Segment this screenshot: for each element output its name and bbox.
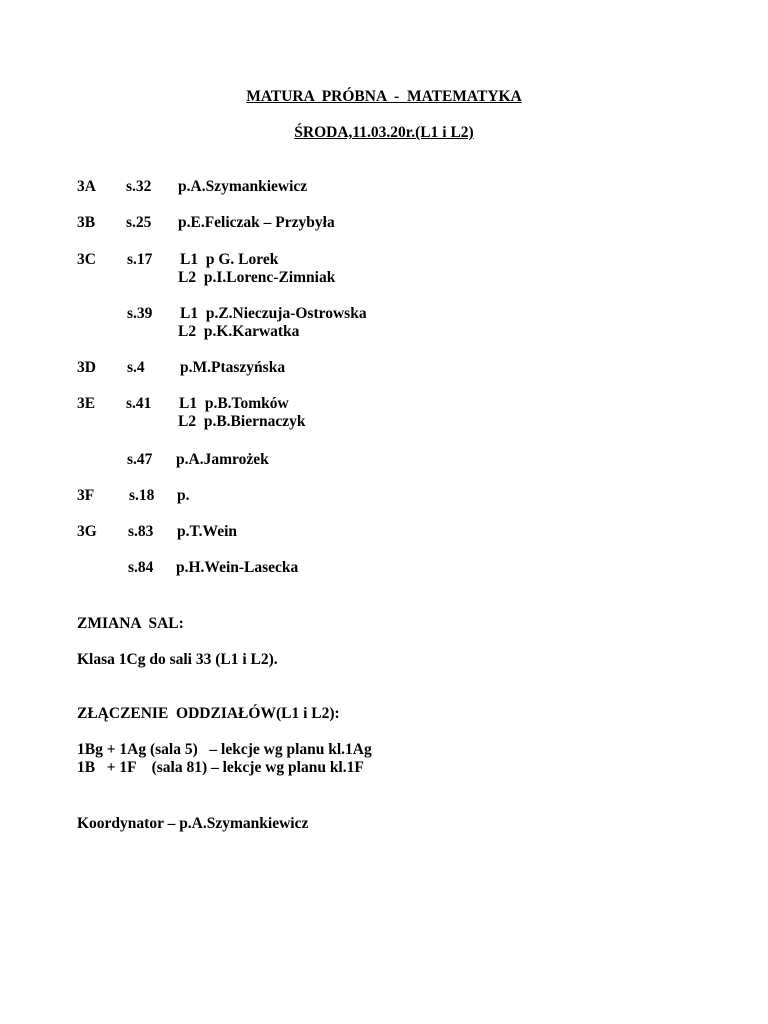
teacher-name: p.A.Jamrożek: [176, 451, 269, 468]
teacher-name: p.T.Wein: [177, 523, 238, 540]
merge-line: 1B + 1F (sala 81) – lekcje wg planu kl.1F: [77, 759, 364, 776]
document-title: MATURA PRÓBNA - MATEMATYKA: [246, 88, 522, 105]
room-change-text: Klasa 1Cg do sali 33 (L1 i L2).: [77, 651, 278, 668]
room-label: s.4: [127, 359, 145, 376]
teacher-name-second: L2 p.K.Karwatka: [178, 323, 300, 340]
teacher-name: L1 p.Z.Nieczuja-Ostrowska: [180, 305, 367, 322]
room-label: s.25: [126, 214, 152, 231]
room-label: s.83: [128, 523, 154, 540]
teacher-name: p.: [177, 487, 190, 504]
class-label: 3A: [77, 178, 96, 195]
class-label: 3G: [77, 523, 97, 540]
room-label: s.47: [127, 451, 153, 468]
teacher-name-second: L2 p.I.Lorenc-Zimniak: [178, 269, 336, 286]
teacher-name: p.E.Feliczak – Przybyła: [178, 214, 335, 231]
merge-heading: ZŁĄCZENIE ODDZIAŁÓW(L1 i L2):: [77, 705, 340, 722]
teacher-name: p.M.Ptaszyńska: [180, 359, 286, 376]
class-label: 3E: [77, 395, 96, 412]
teacher-name: p.A.Szymankiewicz: [178, 178, 308, 195]
room-label: s.84: [128, 559, 154, 576]
room-label: s.18: [129, 487, 155, 504]
room-label: s.32: [126, 178, 152, 195]
room-change-heading: ZMIANA SAL:: [77, 615, 184, 632]
exam-date: ŚRODA,11.03.20r.(L1 i L2): [294, 124, 474, 141]
coordinator-line: Koordynator – p.A.Szymankiewicz: [77, 815, 309, 832]
merge-line: 1Bg + 1Ag (sala 5) – lekcje wg planu kl.1Ag: [77, 741, 372, 758]
class-label: 3B: [77, 214, 96, 231]
class-label: 3D: [77, 359, 96, 376]
teacher-name: L1 p G. Lorek: [180, 251, 279, 268]
teacher-name-second: L2 p.B.Biernaczyk: [178, 413, 306, 430]
class-label: 3F: [77, 487, 95, 504]
room-label: s.41: [126, 395, 152, 412]
room-label: s.39: [127, 305, 153, 322]
class-label: 3C: [77, 251, 96, 268]
room-label: s.17: [127, 251, 153, 268]
teacher-name: L1 p.B.Tomków: [179, 395, 289, 412]
teacher-name: p.H.Wein-Lasecka: [176, 559, 299, 576]
